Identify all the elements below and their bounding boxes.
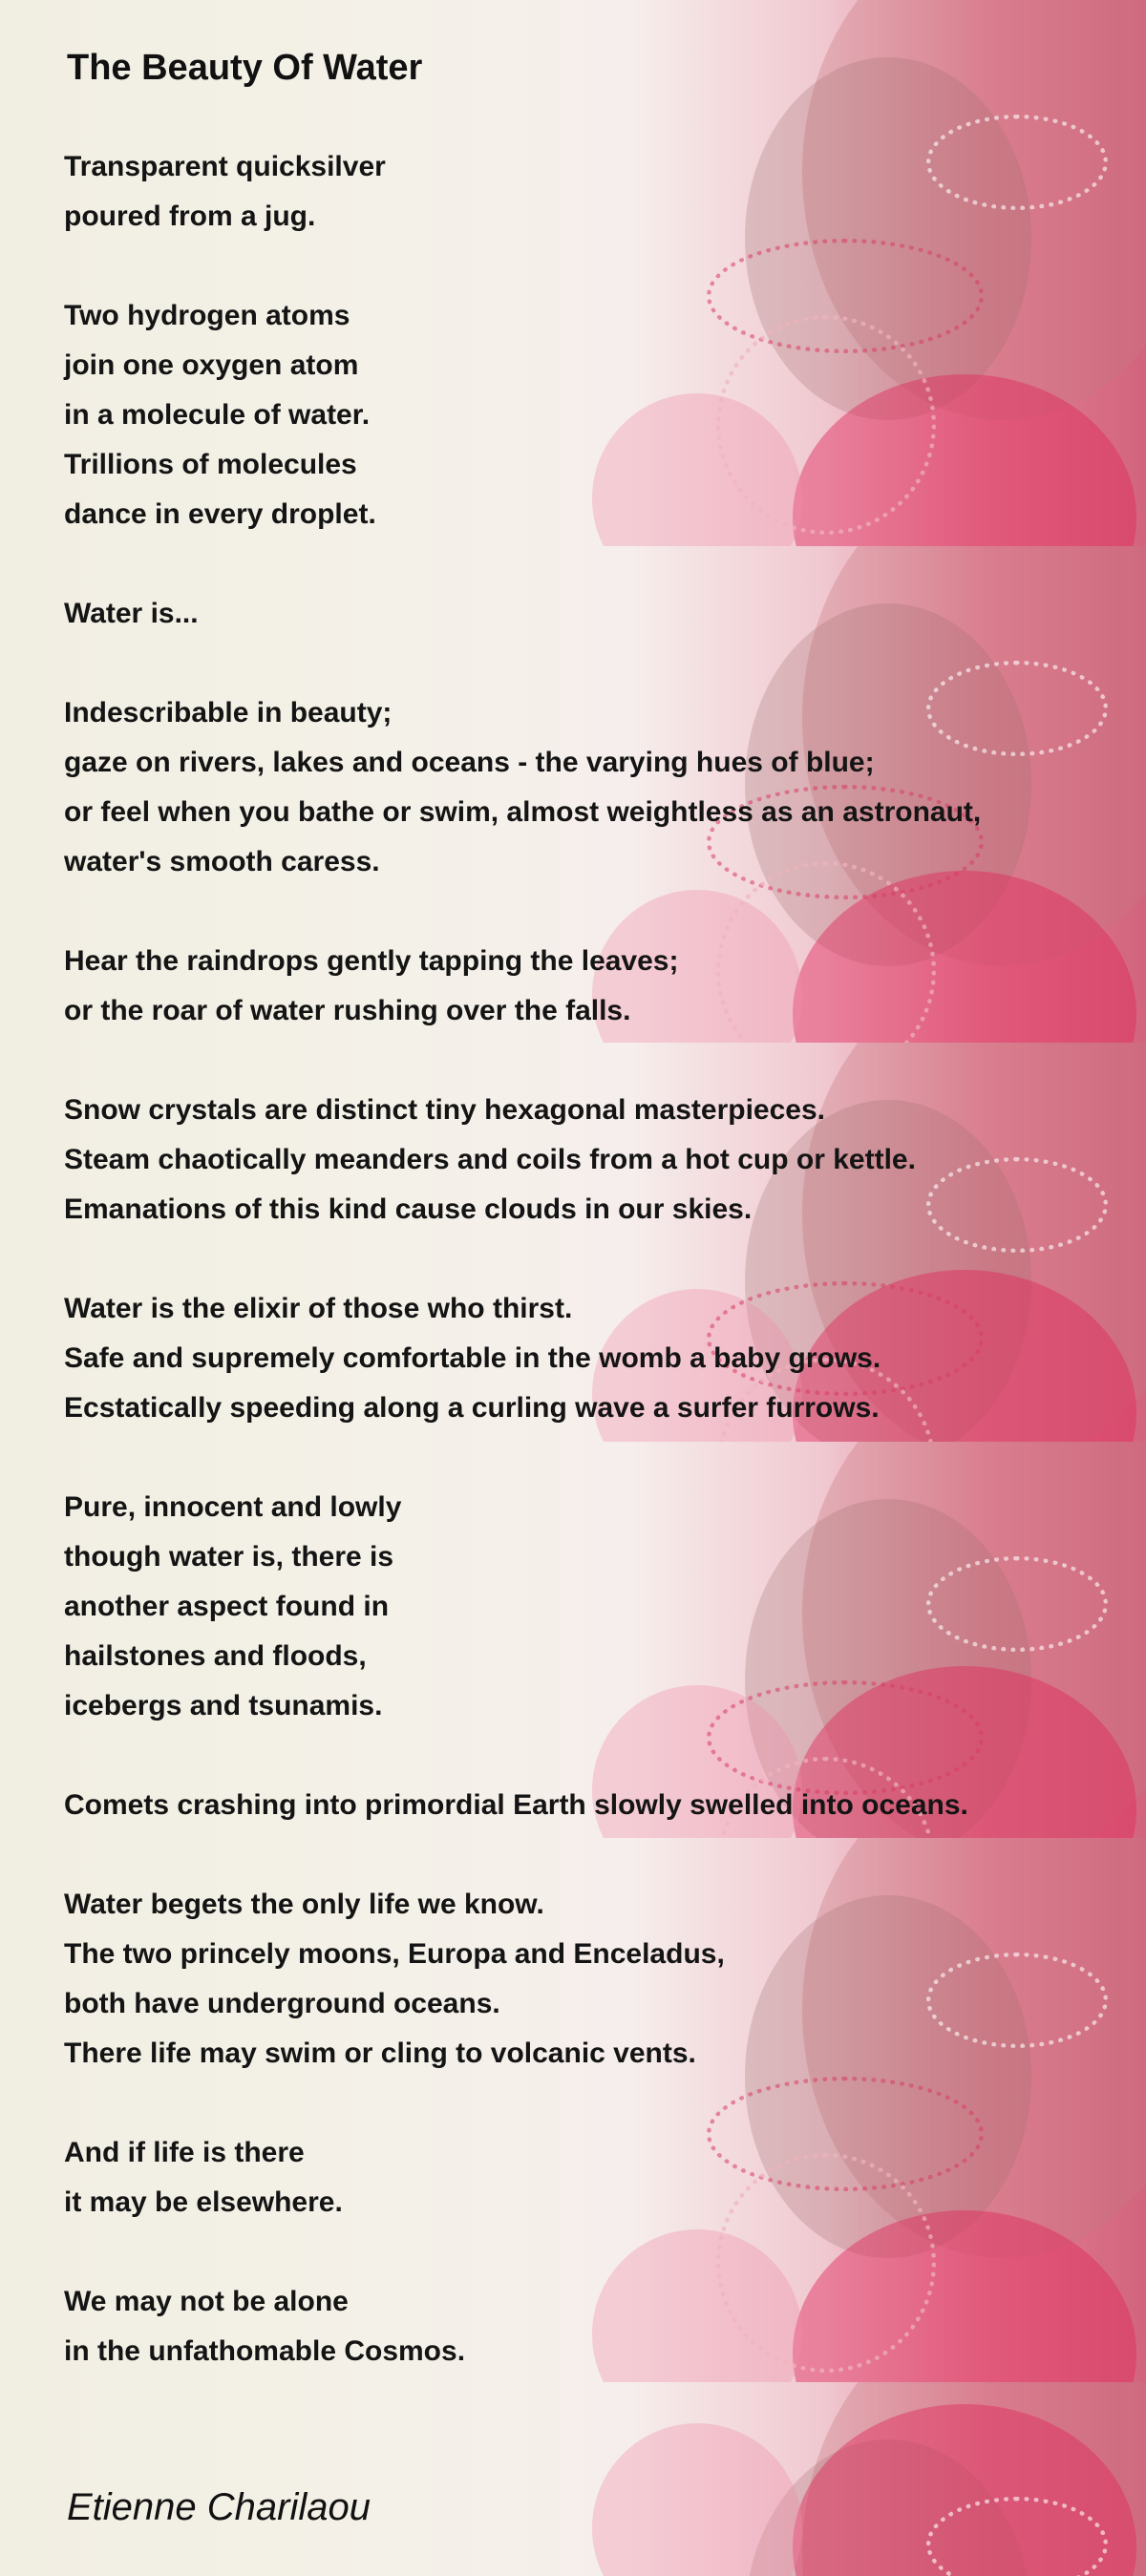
poem-line: it may be elsewhere. <box>64 2186 343 2218</box>
poem-line: We may not be alone <box>64 2286 349 2317</box>
poem-line: Steam chaotically meanders and coils from a hot cup or kettle. <box>64 1144 916 1175</box>
poem-line: in the unfathomable Cosmos. <box>64 2335 466 2367</box>
poem-line: join one oxygen atom <box>64 349 359 381</box>
floral-decoration <box>926 1556 1108 1652</box>
poem-line: dance in every droplet. <box>64 498 376 530</box>
poem-line: There life may swim or cling to volcanic vents. <box>64 2038 696 2069</box>
poem-line: Transparent quicksilver <box>64 151 386 182</box>
poem-line: poured from a jug. <box>64 201 316 232</box>
poem-line: gaze on rivers, lakes and oceans - the varying hues of blue; <box>64 747 875 778</box>
poem-line: or the roar of water rushing over the falls. <box>64 995 631 1026</box>
poem-line: both have underground oceans. <box>64 1988 500 2019</box>
poem-line: in a molecule of water. <box>64 399 371 431</box>
floral-decoration <box>926 661 1108 756</box>
floral-decoration <box>592 2423 802 2576</box>
poem-line: Comets crashing into primordial Earth slowly swelled into oceans. <box>64 1789 968 1821</box>
poem-line: Water is the elixir of those who thirst. <box>64 1293 573 1324</box>
poem-line: Pure, innocent and lowly <box>64 1491 402 1523</box>
poem-line: Water begets the only life we know. <box>64 1889 544 1920</box>
poem-line: or feel when you bathe or swim, almost weightless as an astronaut, <box>64 796 982 828</box>
poem-title: The Beauty Of Water <box>67 48 423 88</box>
poem-author: Etienne Charilaou <box>67 2486 371 2528</box>
floral-decoration <box>716 2153 936 2373</box>
floral-decoration <box>926 115 1108 210</box>
poem-line: Hear the raindrops gently tapping the leaves; <box>64 945 679 977</box>
poem-line: Ecstatically speeding along a curling wave a surfer furrows. <box>64 1392 880 1424</box>
poem-line: Safe and supremely comfortable in the womb a baby grows. <box>64 1342 881 1374</box>
poem-line: And if life is there <box>64 2137 305 2168</box>
background-band <box>0 2382 1146 2576</box>
poem-line: Water is... <box>64 598 199 629</box>
poem-line: icebergs and tsunamis. <box>64 1690 383 1721</box>
poem-line: though water is, there is <box>64 1541 394 1573</box>
poem-line: The two princely moons, Europa and Enceladus, <box>64 1938 725 1970</box>
poem-line: Two hydrogen atoms <box>64 300 350 331</box>
poem-line: Snow crystals are distinct tiny hexagonal masterpieces. <box>64 1094 825 1126</box>
poem-line: another aspect found in <box>64 1591 390 1622</box>
poem-line: Indescribable in beauty; <box>64 697 393 728</box>
poem-line: Trillions of molecules <box>64 449 357 480</box>
floral-decoration <box>716 315 936 535</box>
poem-line: water's smooth caress. <box>64 846 380 877</box>
floral-decoration <box>926 1953 1108 2048</box>
poem-line: Emanations of this kind cause clouds in our skies. <box>64 1193 753 1225</box>
poem-line: hailstones and floods, <box>64 1640 367 1672</box>
floral-decoration <box>926 1157 1108 1253</box>
